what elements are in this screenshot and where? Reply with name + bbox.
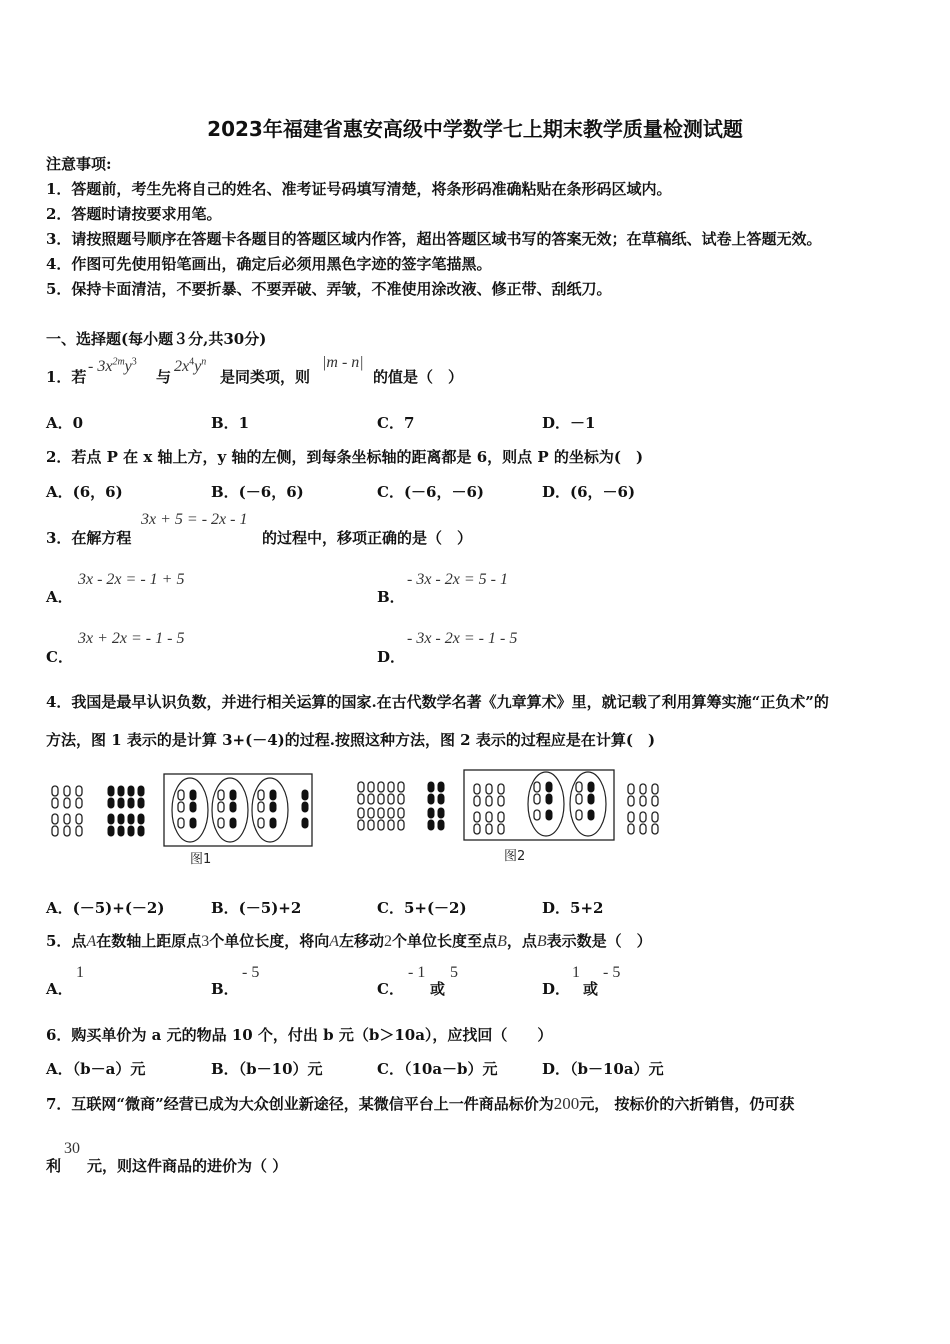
- option-b-label: B．: [211, 980, 239, 998]
- question-3-prefix: 3．在解方程: [46, 529, 132, 547]
- page-title: 2023年福建省惠安高级中学数学七上期末教学质量检测试题: [207, 117, 743, 141]
- option-a: A．0: [46, 414, 84, 432]
- white-rods-group: [628, 784, 658, 834]
- option-b-expr: - 3x - 2x = 5 - 1: [407, 571, 508, 588]
- option-d-label: D．: [377, 648, 406, 666]
- option-d-value-1: 1: [572, 964, 580, 981]
- option-c: C．(－6，－6): [377, 483, 485, 501]
- option-a: A．（b－a）元: [46, 1060, 146, 1078]
- black-rods-group: [428, 782, 444, 830]
- question-1-mid-2: 是同类项，则: [220, 368, 311, 386]
- option-c: C．5+(－2): [377, 899, 467, 917]
- white-rods-group: [52, 786, 82, 836]
- question-1-term-2: $2x^4y^n$: [174, 356, 207, 375]
- question-4-line-1: 4．我国是最早认识负数，并进行相关运算的国家.在古代数学名著《九章算术》里，就记载了利用算筹实施“正负术”的: [46, 693, 829, 711]
- question-5: 5．点A在数轴上距原点3个单位长度，将向A左移动2个单位长度至点B，点B表示数是（ ）: [46, 932, 652, 950]
- question-1-term-1: - $3x^{2m}y^3$: [88, 356, 137, 375]
- option-c-label: C．: [46, 648, 73, 666]
- question-7-line-2-prefix: 利: [46, 1157, 62, 1175]
- notice-item: 2．答题时请按要求用笔。: [46, 205, 222, 223]
- question-3-suffix: 的过程中，移项正确的是（ ）: [262, 529, 473, 547]
- option-d-expr: - 3x - 2x = - 1 - 5: [407, 630, 518, 647]
- option-a-expr: 3x - 2x = - 1 + 5: [78, 571, 185, 588]
- option-d-label: D．: [542, 980, 571, 998]
- option-d: D．（b－10a）元: [542, 1060, 664, 1078]
- option-b: B．（b－10）元: [211, 1060, 323, 1078]
- option-a-label: A．: [46, 588, 73, 606]
- option-a: A．(－5)+(－2): [46, 899, 165, 917]
- option-d: D．(6，－6): [542, 483, 636, 501]
- question-7-line-2-suffix: 元，则这件商品的进价为（ ）: [87, 1157, 288, 1175]
- option-a-value: 1: [76, 964, 84, 981]
- notice-heading: 注意事项:: [46, 155, 112, 173]
- option-b-value: - 5: [242, 964, 260, 981]
- option-c-value-1: - 1: [408, 964, 426, 981]
- question-1-prefix: 1．若: [46, 368, 87, 386]
- question-2: 2．若点 P 在 x 轴上方，y 轴的左侧，到每条坐标轴的距离都是 6，则点 P 的坐标为( ): [46, 448, 644, 466]
- option-d: D．5+2: [542, 899, 604, 917]
- figure-2-pairs: [474, 772, 606, 836]
- option-d-or: 或: [583, 980, 599, 998]
- figure-2-label: 图2: [504, 849, 526, 864]
- question-1-term-3: |m - n|: [322, 354, 364, 371]
- option-d: D．－1: [542, 414, 596, 432]
- option-c-or: 或: [430, 980, 446, 998]
- question-3-equation: 3x + 5 = - 2x - 1: [141, 511, 248, 528]
- option-b: B．(－6，6): [211, 483, 304, 501]
- figure-1-pairs: [172, 778, 308, 842]
- white-rods-group: [358, 782, 404, 830]
- question-1-mid: 与: [156, 368, 172, 386]
- option-c: C．7: [377, 414, 415, 432]
- option-a-label: A．: [46, 980, 73, 998]
- question-6: 6．购买单价为 a 元的物品 10 个，付出 b 元（b＞10a），应找回（ ）: [46, 1026, 553, 1044]
- option-b-label: B．: [377, 588, 405, 606]
- option-c-label: C．: [377, 980, 404, 998]
- option-d-value-2: - 5: [603, 964, 621, 981]
- question-7-number: 30: [64, 1140, 80, 1157]
- notice-item: 5．保持卡面清洁，不要折暴、不要弄破、弄皱，不准使用涂改液、修正带、刮纸刀。: [46, 280, 612, 298]
- option-b: B．1: [211, 414, 250, 432]
- question-4-line-2: 方法，图 1 表示的是计算 3+(－4)的过程.按照这种方法，图 2 表示的过程应是在计算( ): [46, 731, 656, 749]
- option-c-expr: 3x + 2x = - 1 - 5: [78, 630, 185, 647]
- figure-1-label: 图1: [190, 852, 212, 867]
- option-a: A．(6，6): [46, 483, 123, 501]
- option-c-value-2: 5: [450, 964, 458, 981]
- question-1-suffix: 的值是（ ）: [373, 368, 464, 386]
- figure-1-box: [164, 774, 312, 846]
- counting-rods-figure: [40, 768, 680, 872]
- notice-item: 4．作图可先使用铅笔画出，确定后必须用黑色字迹的签字笔描黑。: [46, 255, 492, 273]
- option-b: B．(－5)+2: [211, 899, 302, 917]
- black-rods-group: [108, 786, 144, 836]
- notice-item: 1．答题前，考生先将自己的姓名、准考证号码填写清楚，将条形码准确粘贴在条形码区域内。: [46, 180, 672, 198]
- question-7-line-1: 7．互联网“微商”经营已成为大众创业新途径，某微信平台上一件商品标价为200元， 按标价的六折销售，仍可获: [46, 1094, 795, 1113]
- section-heading: 一、选择题(每小题３分,共30分): [46, 330, 267, 348]
- notice-item: 3．请按照题号顺序在答题卡各题目的答题区域内作答，超出答题区域书写的答案无效；在草稿纸、试卷上答题无效。: [46, 230, 822, 248]
- option-c: C．（10a－b）元: [377, 1060, 498, 1078]
